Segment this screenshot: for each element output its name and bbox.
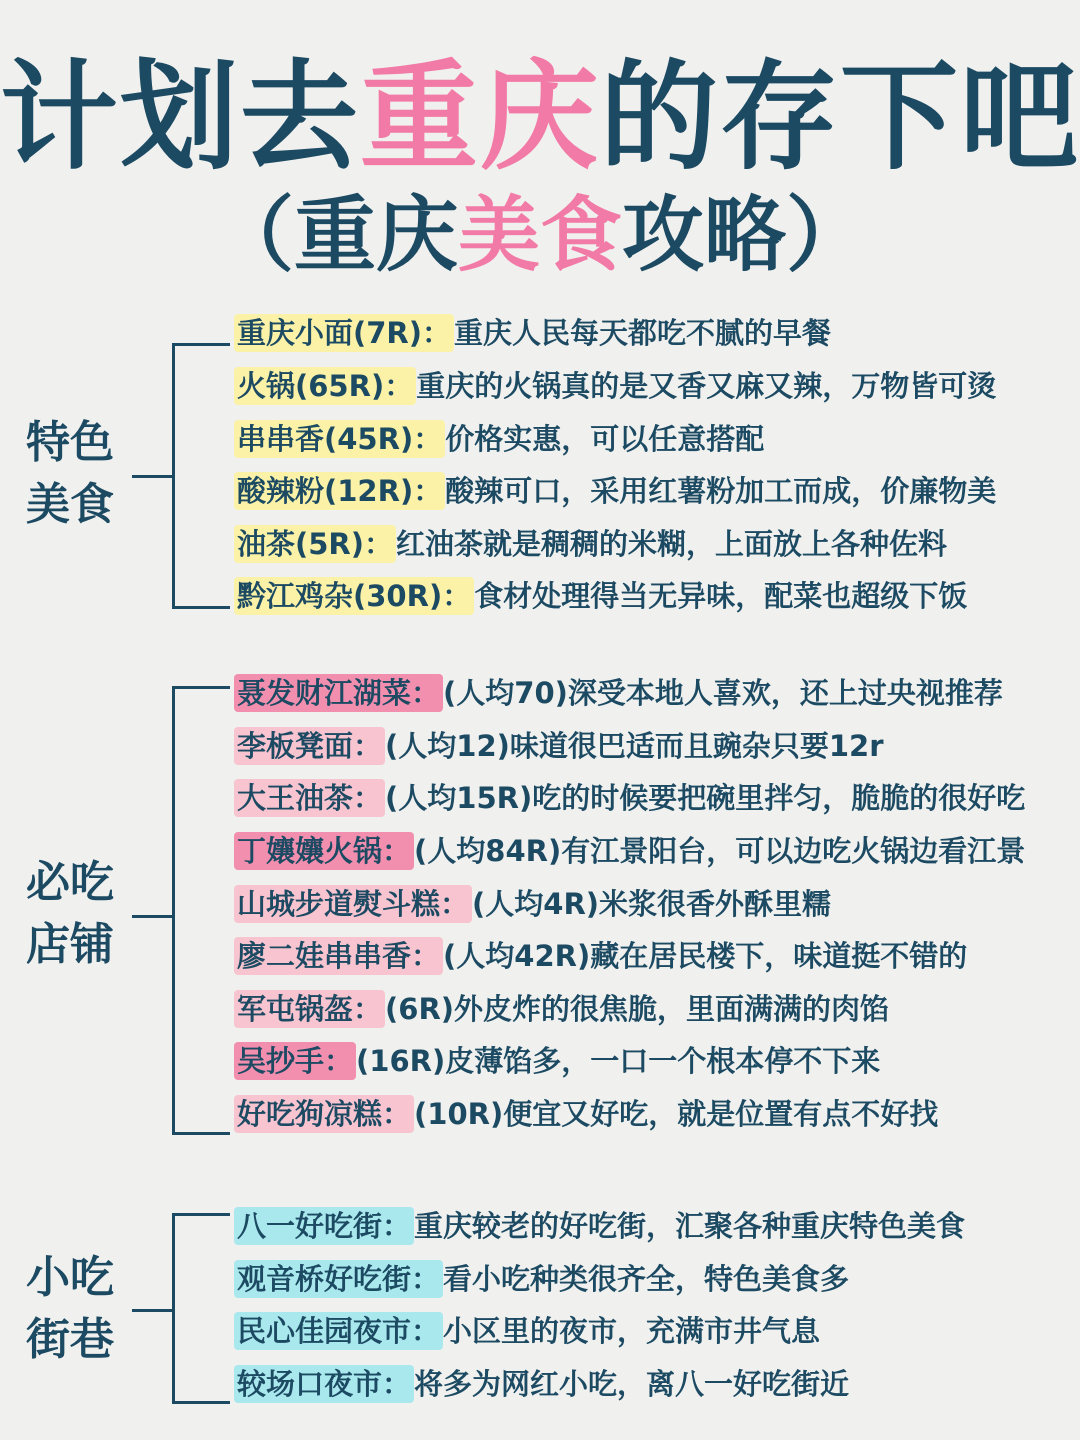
item-name: 大王油茶：	[234, 779, 385, 817]
item-description: (人均70)深受本地人喜欢，还上过央视推荐	[443, 676, 1003, 710]
subtitle-part1: 重庆	[293, 188, 458, 283]
item-name: 重庆小面(7R)：	[234, 314, 454, 352]
bracket-top-arm	[172, 343, 230, 346]
list-item	[234, 1253, 849, 1305]
item-name: 民心佳园夜市：	[234, 1312, 443, 1350]
list-item	[234, 1358, 849, 1410]
bracket-spine	[172, 686, 175, 1134]
item-name: 酸辣粉(12R)：	[234, 472, 445, 510]
list-item	[234, 518, 947, 570]
subtitle-open: （	[211, 188, 294, 283]
item-name: 廖二娃串串香：	[234, 937, 443, 975]
list-item	[234, 667, 1003, 719]
item-name: 油茶(5R)：	[234, 525, 396, 563]
item-name: 黔江鸡杂(30R)：	[234, 577, 474, 615]
list-item	[234, 772, 1025, 824]
bracket-spine	[172, 1213, 175, 1403]
item-description: (人均4R)米浆很香外酥里糯	[472, 887, 832, 921]
item-description: (10R)便宜又好吃，就是位置有点不好找	[414, 1097, 939, 1131]
subtitle-highlight: 美食	[457, 188, 622, 283]
bracket-stem	[132, 475, 174, 478]
item-name: 李板凳面：	[234, 727, 385, 765]
item-description: 重庆的火锅真的是又香又麻又辣，万物皆可烫	[416, 369, 997, 403]
title-part1: 计划去	[0, 48, 361, 186]
title-part2: 的存下吧	[600, 48, 1080, 186]
item-description: (人均84R)有江景阳台，可以边吃火锅边看江景	[414, 834, 1026, 868]
bracket-spine	[172, 343, 175, 608]
item-description: (人均12)味道很巴适而且豌杂只要12r	[385, 729, 884, 763]
list-item	[234, 720, 884, 772]
subtitle-close: ）	[786, 188, 869, 283]
section-label-shops: 必吃 店铺	[26, 857, 114, 970]
item-description: 食材处理得当无异味，配菜也超级下饭	[474, 579, 968, 613]
item-description: 重庆人民每天都吃不腻的早餐	[454, 316, 832, 350]
list-item	[234, 570, 967, 622]
bracket-bottom-arm	[172, 1132, 230, 1135]
list-item	[234, 930, 967, 982]
item-description: 酸辣可口，采用红薯粉加工而成，价廉物美	[445, 474, 997, 508]
bracket-bottom-arm	[172, 1401, 230, 1404]
item-description: 将多为网红小吃，离八一好吃街近	[414, 1367, 850, 1401]
section-label-specialty: 特色 美食	[26, 417, 114, 530]
list-item	[234, 465, 996, 517]
item-description: 看小吃种类很齐全，特色美食多	[443, 1262, 850, 1296]
item-description: (16R)皮薄馅多，一口一个根本停不下来	[356, 1044, 881, 1078]
title-highlight: 重庆	[360, 48, 601, 186]
item-description: 重庆较老的好吃街，汇聚各种重庆特色美食	[414, 1209, 966, 1243]
list-item	[234, 1088, 938, 1140]
section-label-streets: 小吃 街巷	[26, 1252, 114, 1365]
list-item	[234, 307, 831, 359]
list-item	[234, 360, 996, 412]
item-name: 火锅(65R)：	[234, 367, 416, 405]
bracket-top-arm	[172, 1213, 230, 1216]
page-title	[0, 48, 1080, 186]
item-description: (人均42R)藏在居民楼下，味道挺不错的	[443, 939, 968, 973]
item-name: 观音桥好吃街：	[234, 1260, 443, 1298]
subtitle-part2: 攻略	[622, 188, 787, 283]
list-item	[234, 413, 764, 465]
list-item	[234, 1200, 965, 1252]
list-item	[234, 878, 831, 930]
item-name: 军屯锅盔：	[234, 990, 385, 1028]
bracket-stem	[132, 915, 174, 918]
item-name: 山城步道熨斗糕：	[234, 885, 472, 923]
item-name: 丁孃孃火锅：	[234, 832, 414, 870]
item-name: 串串香(45R)：	[234, 420, 445, 458]
item-name: 八一好吃街：	[234, 1207, 414, 1245]
item-name: 聂发财江湖菜：	[234, 674, 443, 712]
bracket-stem	[132, 1309, 174, 1312]
page-subtitle	[0, 188, 1080, 284]
item-description: 价格实惠，可以任意搭配	[445, 422, 765, 456]
list-item	[234, 1305, 820, 1357]
item-name: 吴抄手：	[234, 1042, 356, 1080]
item-name: 好吃狗凉糕：	[234, 1095, 414, 1133]
list-item	[234, 1035, 880, 1087]
list-item	[234, 825, 1025, 877]
item-name: 较场口夜市：	[234, 1365, 414, 1403]
item-description: (人均15R)吃的时候要把碗里拌匀，脆脆的很好吃	[385, 781, 1026, 815]
bracket-bottom-arm	[172, 606, 230, 609]
item-description: 红油茶就是稠稠的米糊，上面放上各种佐料	[396, 527, 948, 561]
item-description: (6R)外皮炸的很焦脆，里面满满的肉馅	[385, 992, 890, 1026]
list-item	[234, 983, 889, 1035]
item-description: 小区里的夜市，充满市井气息	[443, 1314, 821, 1348]
bracket-top-arm	[172, 686, 230, 689]
